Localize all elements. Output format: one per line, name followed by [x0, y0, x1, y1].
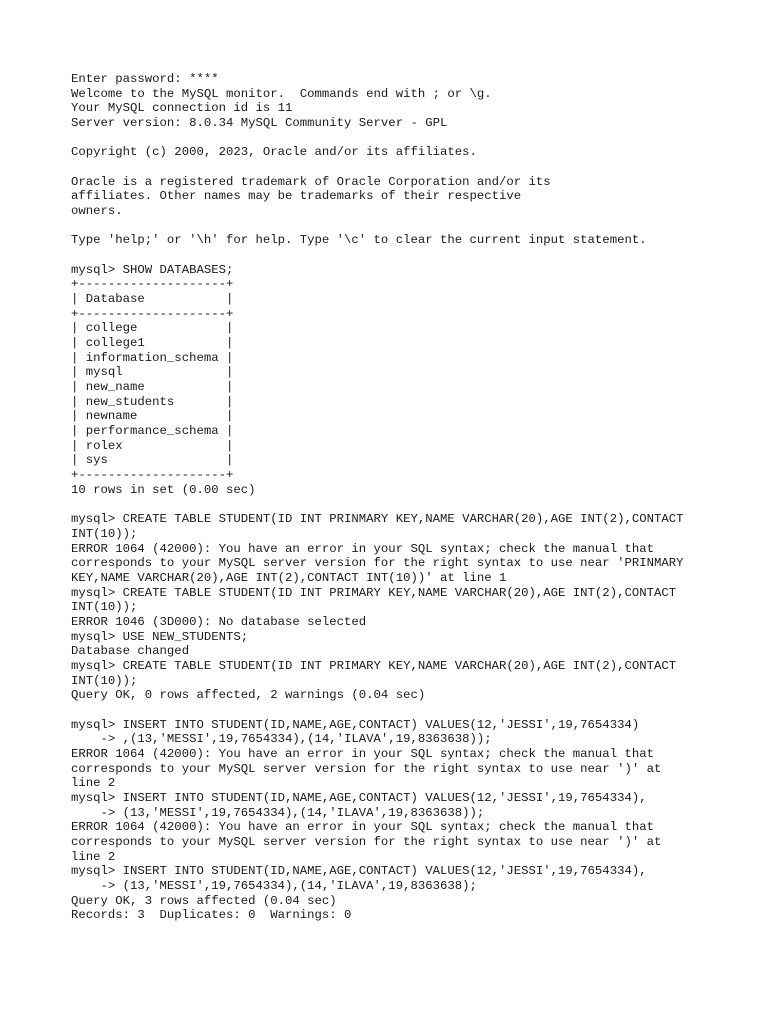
terminal-line: INT(10)); [71, 673, 138, 688]
terminal-line: | college1 | [71, 336, 234, 351]
terminal-line [71, 248, 761, 263]
terminal-line: INT(10)); [71, 600, 138, 615]
terminal-line: ERROR 1064 (42000): You have an error in your SQL syntax; check the manual that [71, 820, 654, 835]
terminal-line: | sys | [71, 453, 234, 468]
terminal-line: | information_schema | [71, 350, 234, 365]
terminal-line: 10 rows in set (0.00 sec) [71, 482, 256, 497]
terminal-output [71, 72, 761, 923]
terminal-line: mysql> SHOW DATABASES; [71, 262, 234, 277]
terminal-line: Query OK, 0 rows affected, 2 warnings (0.04 sec) [71, 688, 426, 703]
terminal-line: Copyright (c) 2000, 2023, Oracle and/or its affiliates. [71, 145, 477, 160]
terminal-line: -> (13,'MESSI',19,7654334),(14,'ILAVA',19,8363638); [71, 878, 477, 893]
terminal-line [71, 497, 761, 512]
terminal-line: mysql> INSERT INTO STUDENT(ID,NAME,AGE,CONTACT) VALUES(12,'JESSI',19,7654334), [71, 790, 647, 805]
terminal-line: | Database | [71, 292, 234, 307]
terminal-line: mysql> CREATE TABLE STUDENT(ID INT PRINMARY KEY,NAME VARCHAR(20),AGE INT(2),CONTACT [71, 512, 684, 527]
terminal-line [71, 160, 761, 175]
terminal-line: Records: 3 Duplicates: 0 Warnings: 0 [71, 908, 352, 923]
terminal-line: -> ,(13,'MESSI',19,7654334),(14,'ILAVA',19,8363638)); [71, 732, 492, 747]
terminal-line [71, 703, 761, 718]
terminal-line: INT(10)); [71, 526, 138, 541]
terminal-line [71, 219, 761, 234]
terminal-line: | new_students | [71, 394, 234, 409]
terminal-line: Enter password: **** [71, 72, 219, 86]
terminal-line: ERROR 1046 (3D000): No database selected [71, 614, 367, 629]
terminal-line: ERROR 1064 (42000): You have an error in your SQL syntax; check the manual that [71, 746, 654, 761]
terminal-line: Type 'help;' or '\h' for help. Type '\c' to clear the current input statement. [71, 233, 647, 248]
terminal-line: corresponds to your MySQL server version for the right syntax to use near 'PRINMARY [71, 556, 684, 571]
terminal-line: mysql> CREATE TABLE STUDENT(ID INT PRIMARY KEY,NAME VARCHAR(20),AGE INT(2),CONTACT [71, 658, 677, 673]
terminal-line: corresponds to your MySQL server version for the right syntax to use near ')' at [71, 834, 662, 849]
terminal-line: line 2 [71, 776, 116, 791]
terminal-line: | new_name | [71, 380, 234, 395]
terminal-line: ERROR 1064 (42000): You have an error in your SQL syntax; check the manual that [71, 541, 654, 556]
terminal-line: affiliates. Other names may be trademarks of their respective [71, 189, 522, 204]
terminal-line [71, 131, 761, 146]
terminal-line: -> (13,'MESSI',19,7654334),(14,'ILAVA',19,8363638)); [71, 805, 485, 820]
terminal-line: +--------------------+ [71, 468, 234, 483]
terminal-line: Query OK, 3 rows affected (0.04 sec) [71, 893, 337, 908]
terminal-line: mysql> INSERT INTO STUDENT(ID,NAME,AGE,CONTACT) VALUES(12,'JESSI',19,7654334), [71, 864, 647, 879]
terminal-line: Database changed [71, 644, 190, 659]
terminal-line: mysql> CREATE TABLE STUDENT(ID INT PRIMARY KEY,NAME VARCHAR(20),AGE INT(2),CONTACT [71, 585, 677, 600]
terminal-line: KEY,NAME VARCHAR(20),AGE INT(2),CONTACT INT(10))' at line 1 [71, 570, 507, 585]
terminal-line: line 2 [71, 849, 116, 864]
terminal-line: corresponds to your MySQL server version for the right syntax to use near ')' at [71, 761, 662, 776]
terminal-line: | college | [71, 321, 234, 336]
terminal-line: mysql> INSERT INTO STUDENT(ID,NAME,AGE,CONTACT) VALUES(12,'JESSI',19,7654334) [71, 717, 640, 732]
terminal-line: Your MySQL connection id is 11 [71, 101, 293, 116]
terminal-line: | performance_schema | [71, 424, 234, 439]
terminal-line: owners. [71, 204, 123, 219]
terminal-line: Server version: 8.0.34 MySQL Community Server - GPL [71, 116, 448, 131]
terminal-line: +--------------------+ [71, 306, 234, 321]
terminal-line: | rolex | [71, 438, 234, 453]
terminal-line: +--------------------+ [71, 277, 234, 292]
terminal-line: mysql> USE NEW_STUDENTS; [71, 629, 249, 644]
terminal-line: Oracle is a registered trademark of Oracle Corporation and/or its [71, 174, 551, 189]
terminal-line: | newname | [71, 409, 234, 424]
terminal-line: | mysql | [71, 365, 234, 380]
terminal-line: Welcome to the MySQL monitor. Commands end with ; or \g. [71, 86, 492, 101]
